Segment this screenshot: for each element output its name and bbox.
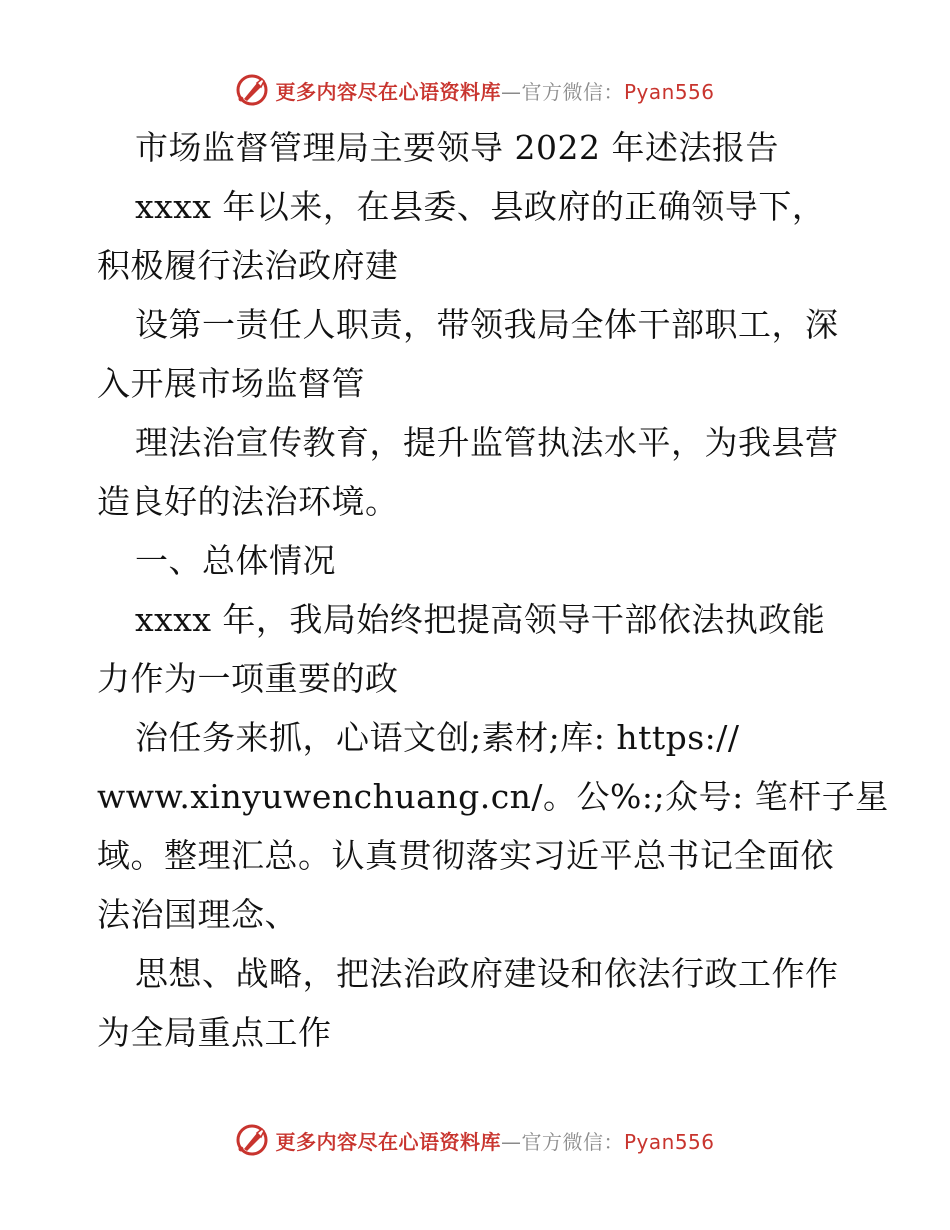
banner-text (275, 1126, 714, 1155)
paragraph-line: 力作为一项重要的政 (97, 659, 399, 698)
section-heading: 一、总体情况 (135, 541, 336, 580)
banner-wechat-id: Pyan556 (623, 1129, 715, 1154)
pen-nib-logo-icon (235, 73, 269, 107)
footer-banner (0, 1120, 950, 1160)
banner-wechat-id: Pyan556 (623, 79, 715, 104)
paragraph-line: xxxx 年，我局始终把提高领导干部依法执政能 (135, 600, 826, 639)
paragraph-line: 积极履行法治政府建 (97, 246, 399, 285)
document-body (97, 118, 889, 1062)
paragraph-line: 思想、战略，把法治政府建设和依法行政工作作 (135, 954, 839, 993)
header-banner (0, 70, 950, 110)
paragraph-line: 入开展市场监督管 (97, 364, 365, 403)
paragraph-line: 域。整理汇总。认真贯彻落实习近平总书记全面依 (97, 836, 834, 875)
paragraph-line: xxxx 年以来，在县委、县政府的正确领导下， (135, 187, 826, 226)
paragraph-line: 造良好的法治环境。 (97, 482, 399, 521)
pen-nib-logo-icon (235, 1123, 269, 1157)
paragraph-line: 法治国理念、 (97, 895, 298, 934)
banner-official-label: 官方微信： (521, 79, 624, 104)
banner-text (275, 76, 714, 105)
document-title: 市场监督管理局主要领导 2022 年述法报告 (135, 128, 779, 167)
paragraph-line: 理法治宣传教育，提升监管执法水平，为我县营 (135, 423, 839, 462)
paragraph-line: 治任务来抓，心语文创;素材;库: https:// (135, 718, 740, 757)
banner-official-label: 官方微信： (521, 1129, 624, 1154)
paragraph-line: 为全局重点工作 (97, 1013, 332, 1052)
paragraph-line: 设第一责任人职责，带领我局全体干部职工，深 (135, 305, 839, 344)
banner-dash: — (500, 79, 522, 104)
banner-dash: — (500, 1129, 522, 1154)
banner-main-text: 更多内容尽在心语资料库 (275, 1129, 501, 1154)
paragraph-line: www.xinyuwenchuang.cn/。公%:;众号: 笔杆子星 (97, 777, 889, 816)
banner-main-text: 更多内容尽在心语资料库 (275, 79, 501, 104)
